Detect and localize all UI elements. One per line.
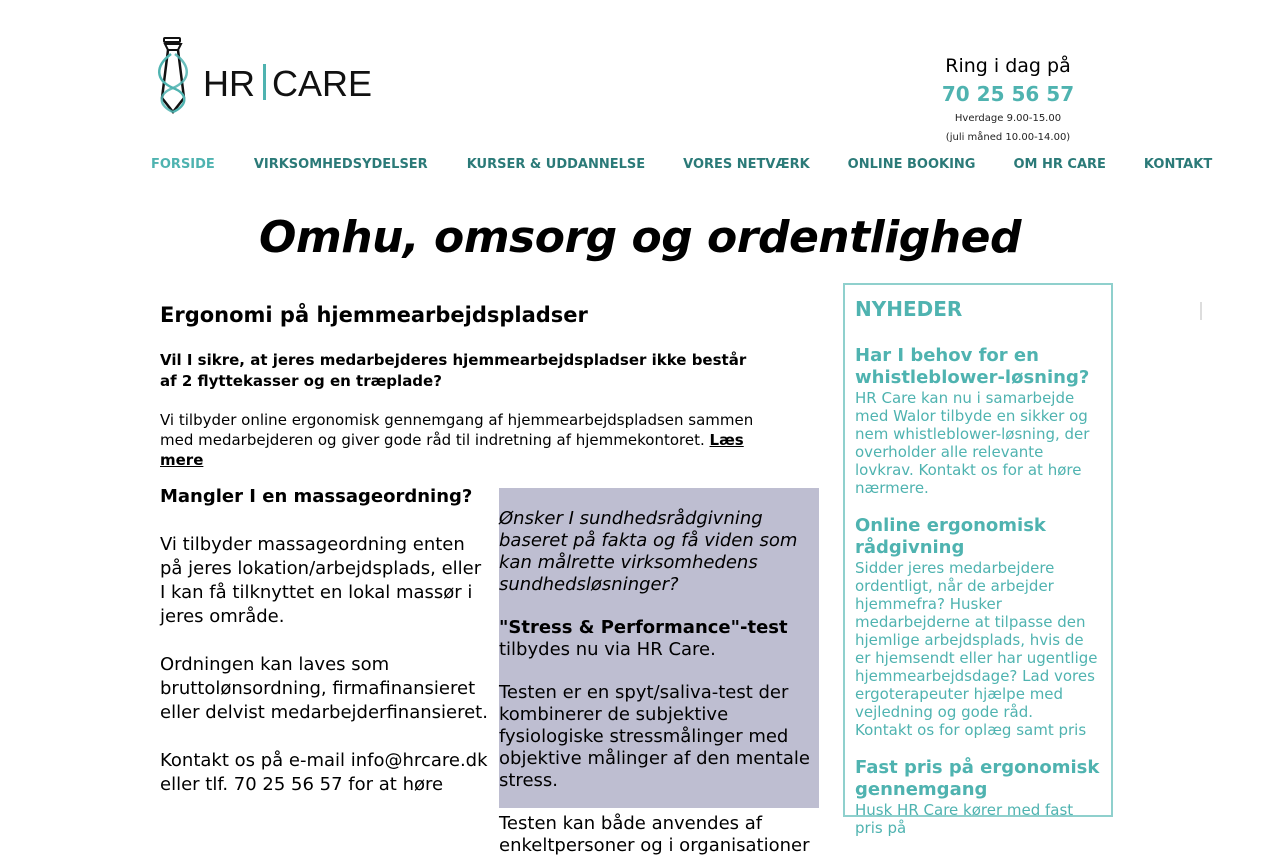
news-sidebar — [843, 283, 1113, 837]
logo-wordmark — [203, 64, 372, 102]
massage-title: Mangler I en massageordning? — [160, 486, 473, 507]
opening-hours-july: (juli måned 10.00-14.00) — [945, 132, 1071, 143]
logo[interactable] — [151, 36, 373, 116]
phone-number-link[interactable]: 70 25 56 57 — [941, 82, 1075, 106]
massage-paragraph-1: Vi tilbyder massageordning enten på jeres lokation/arbejdsplads, eller I kan få tilknyttet en lokal massør i jeres område. — [160, 534, 482, 627]
panel-paragraph-2: Testen er en spyt/saliva-test der kombinerer de subjektive fysiologiske stressmålinger med objektive målinger af den mentale stress. — [499, 682, 810, 791]
contact-phone-block — [930, 54, 1086, 145]
news-heading: NYHEDER — [855, 297, 963, 321]
massage-paragraph-3: Kontakt os på e-mail info@hrcare.dk eller tlf. 70 25 56 57 for at høre — [160, 750, 488, 795]
news-item-title[interactable]: Fast pris på ergonomisk gennemgang — [855, 757, 1100, 800]
article-body-text: Vi tilbyder online ergonomisk gennemgang af hjemmearbejdspladsen sammen med medarbejderen og giver gode råd til indretning af hjemmekontoret. — [160, 411, 754, 449]
nav-item-kurser[interactable]: KURSER & UDDANNELSE — [466, 157, 646, 172]
read-more-link[interactable]: Læs mere — [160, 431, 744, 469]
opening-hours: Hverdage 9.00-15.00 — [954, 113, 1062, 124]
article-title: Ergonomi på hjemmearbejdspladser — [160, 303, 588, 327]
news-item[interactable] — [855, 515, 1101, 739]
panel-paragraph-3: Testen kan både anvendes af enkeltpersoner og i organisationer — [499, 813, 810, 856]
ergonomics-article — [160, 300, 760, 470]
news-item-body: Sidder jeres medarbejdere ordentligt, når de arbejder hjemmefra? Husker medarbejderne at tilpasse den hjemlige arbejdsplads, hvis de er hjemsendt eller har ugentlige hjemmearbejdsdage? Lad vores ergoterapeuter hjælpe med vejledning og gode råd. — [855, 559, 1098, 721]
call-label: Ring i dag på — [945, 55, 1071, 77]
logo-care-text: CARE — [272, 63, 373, 104]
logo-hr-text: HR — [203, 63, 255, 104]
nav-item-kontakt[interactable]: KONTAKT — [1143, 157, 1213, 172]
hero-title: Omhu, omsorg og ordentlighed — [259, 212, 1021, 263]
news-item-body: HR Care kan nu i samarbejde med Walor tilbyde en sikker og nem whistleblower-løsning, der overholder alle relevante lovkrav. Kontakt os for at høre nærmere. — [855, 389, 1090, 497]
panel-test-sub: tilbydes nu via HR Care. — [499, 639, 716, 660]
panel-test-title: "Stress & Performance"-test — [499, 617, 788, 638]
news-item-title[interactable]: Online ergonomisk rådgivning — [855, 515, 1046, 558]
main-navigation — [151, 156, 1212, 176]
nav-item-online-booking[interactable]: ONLINE BOOKING — [847, 157, 976, 172]
news-item[interactable] — [855, 345, 1101, 497]
nav-item-netvaerk[interactable]: VORES NETVÆRK — [683, 157, 810, 172]
stress-test-panel — [499, 488, 819, 856]
news-item-body: Husk HR Care kører med fast pris på — [855, 801, 1074, 837]
news-item-extra: Kontakt os for oplæg samt pris — [855, 721, 1087, 739]
nav-item-om-hr-care[interactable]: OM HR CARE — [1013, 157, 1106, 172]
scroll-indicator — [1200, 302, 1208, 320]
massage-section — [160, 485, 490, 797]
article-lead: Vil I sikre, at jeres medarbejderes hjemmearbejdspladser ikke består af 2 flyttekasser og en træplade? — [160, 351, 747, 390]
logo-divider — [263, 64, 266, 100]
article-body — [160, 410, 760, 470]
panel-intro: Ønsker I sundhedsrådgivning baseret på fakta og få viden som kan målrette virksomhedens sundhedsløsninger? — [499, 508, 798, 595]
nav-item-forside[interactable]: FORSIDE — [151, 157, 215, 172]
nav-item-virksomhedsydelser[interactable]: VIRKSOMHEDSYDELSER — [253, 157, 428, 172]
news-item-title[interactable]: Har I behov for en whistleblower-løsning? — [855, 345, 1090, 388]
tie-icon — [151, 36, 195, 116]
news-item[interactable] — [855, 757, 1101, 837]
massage-paragraph-2: Ordningen kan laves som bruttolønsordning, firmafinansieret eller delvist medarbejderfinansieret. — [160, 654, 488, 723]
